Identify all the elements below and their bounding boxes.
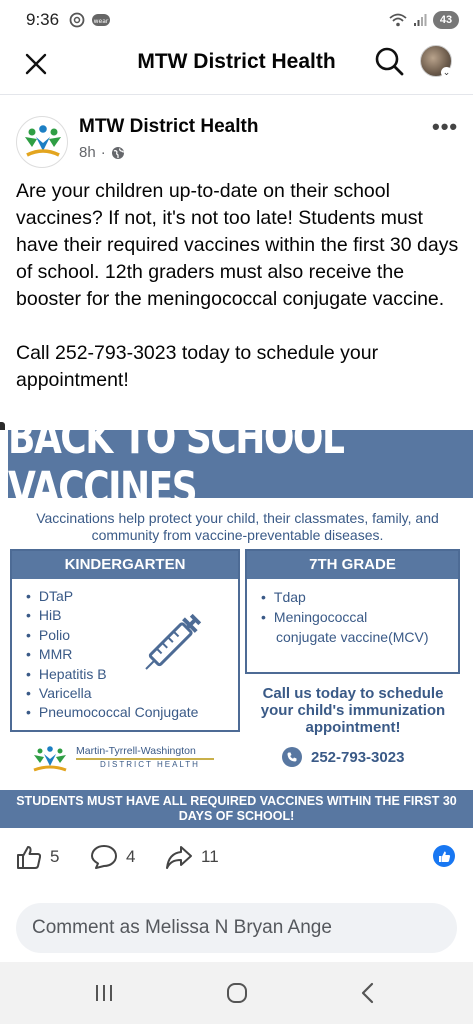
like-count: 5 — [50, 847, 60, 866]
list-item: • MMR — [26, 645, 238, 664]
status-bar — [0, 0, 473, 40]
district-name: Martin-Tyrrell-Washington — [76, 745, 196, 757]
recent-apps-button[interactable] — [84, 978, 124, 1008]
threads-icon — [69, 12, 85, 28]
list-item: • Hepatitis B — [26, 665, 238, 684]
district-logo-icon — [30, 745, 70, 775]
page-avatar[interactable] — [16, 116, 68, 168]
like-button[interactable] — [16, 844, 59, 870]
share-button[interactable] — [165, 844, 219, 870]
post-time[interactable]: 8h — [79, 144, 96, 161]
wear-icon — [91, 12, 111, 28]
syringe-icon — [138, 600, 213, 680]
list-item: • DTaP — [26, 587, 238, 606]
seventh-grade-list — [247, 579, 458, 647]
call-to-action: Call us today to schedule your child's immunization appointment! — [260, 685, 446, 736]
kindergarten-heading: KINDERGARTEN — [12, 551, 238, 579]
signal-icon — [413, 13, 427, 27]
search-button[interactable] — [372, 44, 406, 78]
post-meta: 8h · — [79, 144, 125, 161]
battery-indicator: 43 — [433, 11, 459, 29]
back-icon — [358, 981, 378, 1005]
recent-apps-icon — [93, 982, 115, 1004]
phone-icon — [282, 747, 302, 767]
system-nav-bar — [0, 962, 473, 1024]
comment-count: 4 — [126, 847, 136, 866]
page-title: MTW District Health — [137, 50, 336, 73]
flyer-footer: STUDENTS MUST HAVE ALL REQUIRED VACCINES WITHIN THE FIRST 30 DAYS OF SCHOOL! — [0, 790, 473, 828]
search-icon — [374, 46, 404, 76]
home-button[interactable] — [217, 978, 257, 1008]
mtw-logo-icon — [17, 117, 68, 168]
list-item: conjugate vaccine(MCV) — [276, 629, 429, 645]
header-divider — [0, 94, 473, 95]
close-button[interactable] — [20, 48, 52, 80]
list-item: • Tdap — [261, 587, 458, 607]
post-image[interactable] — [0, 412, 473, 828]
post-paragraph: Call 252-793-3023 today to schedule your appointment! — [16, 342, 379, 391]
post-author[interactable]: MTW District Health — [79, 116, 259, 137]
flyer-phone — [282, 747, 404, 767]
home-icon — [225, 981, 249, 1005]
comment-button[interactable] — [90, 844, 135, 870]
app-header — [0, 40, 473, 86]
post-paragraph: Are your children up-to-date on their school vaccines? If not, it's not too late! Students must have their required vaccines within the first 30 days of school. 12th graders must also receive the booster for the meningococcal conjugate vaccine. — [16, 180, 459, 310]
like-reaction-icon[interactable] — [433, 845, 455, 867]
comment-input[interactable]: Comment as Melissa N Bryan Ange — [16, 903, 457, 953]
district-subtitle: DISTRICT HEALTH — [100, 760, 200, 769]
thumbs-up-icon — [16, 844, 42, 870]
phone-number: 252-793-3023 — [311, 748, 405, 766]
wifi-icon — [389, 13, 407, 27]
list-item: • HiB — [26, 606, 238, 625]
back-button[interactable] — [348, 978, 388, 1008]
chevron-down-icon[interactable]: ⌄ — [442, 67, 451, 77]
seventh-grade-heading: 7TH GRADE — [247, 551, 458, 579]
list-item: • Varicella — [26, 684, 238, 703]
seventh-grade-box — [245, 549, 460, 674]
list-item: • Polio — [26, 626, 238, 645]
more-options-button[interactable]: ••• — [432, 114, 459, 139]
list-item: • Pneumococcal Conjugate — [26, 703, 238, 722]
close-icon — [24, 52, 48, 76]
flyer-subtitle: Vaccinations help protect your child, their classmates, family, and community from vaccine-preventable diseases. — [36, 510, 439, 543]
flyer-banner — [8, 412, 473, 516]
list-item: • Meningococcal — [261, 607, 458, 627]
flyer-title: BACK TO SCHOOL VACCINES — [8, 412, 344, 516]
svg-text:wear: wear — [93, 18, 109, 25]
comment-icon — [90, 844, 118, 870]
status-time: 9:36 — [26, 10, 60, 29]
share-icon — [165, 844, 193, 870]
share-count: 11 — [201, 847, 219, 866]
post-text — [16, 178, 461, 421]
globe-icon — [111, 146, 125, 160]
post-actions — [0, 838, 473, 878]
